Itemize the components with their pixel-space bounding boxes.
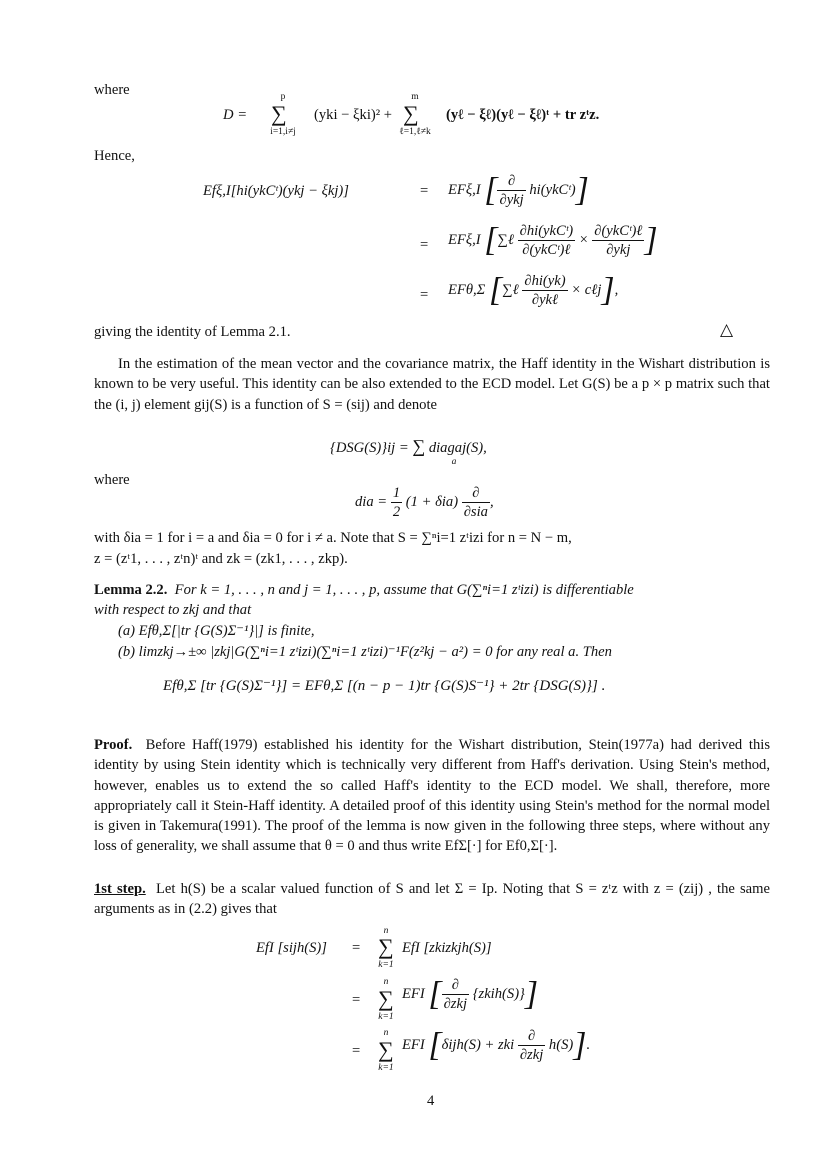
chain-r2-frac2 bbox=[592, 222, 644, 259]
step-r3-frac bbox=[518, 1027, 545, 1064]
chain-row-1 bbox=[448, 172, 589, 209]
eq-D-term2: (yℓ − ξℓ)(yℓ − ξℓ)ᵗ + tr zᵗz. bbox=[446, 107, 600, 123]
chain-r2-times: × bbox=[578, 231, 589, 248]
eq-D-lhs: D = bbox=[223, 107, 248, 123]
step-sum2-top: n bbox=[383, 977, 389, 987]
equation-dia bbox=[355, 484, 494, 521]
eq-dia-half bbox=[391, 484, 402, 521]
chain-r3-frac bbox=[522, 272, 567, 309]
chain-row-2 bbox=[448, 222, 658, 259]
chain-eq-2: = bbox=[420, 237, 429, 253]
bracket-open: [ bbox=[484, 171, 498, 209]
chain-r1-E: EFξ,I bbox=[448, 181, 481, 198]
giving-line: giving the identity of Lemma 2.1. bbox=[94, 324, 291, 340]
step-sum1-bottom: k=1 bbox=[378, 960, 394, 970]
eq-dia-end: , bbox=[489, 493, 494, 510]
bracket-close: ] bbox=[524, 975, 539, 1013]
eq-DS-rhs: diagaj(S), bbox=[428, 440, 487, 456]
eq-D-sum1-symbol: ∑ bbox=[271, 101, 287, 126]
step-sum2-symbol: ∑ bbox=[378, 986, 394, 1011]
step-row-1: EfI [zkizkjh(S)] bbox=[402, 940, 492, 956]
step-r3-tail: h(S) bbox=[548, 1036, 574, 1053]
delta-line-2: z = (zᵗ1, . . . , zᵗn)ᵗ and zk = (zk1, . . . , zkp). bbox=[94, 551, 348, 567]
where-label-2: where bbox=[94, 472, 130, 488]
eq-DS-sum-sub: a bbox=[451, 457, 457, 467]
step-sum1-symbol: ∑ bbox=[378, 934, 394, 959]
chain-row-3 bbox=[448, 272, 618, 309]
chain-r2-den2: ∂ykj bbox=[606, 242, 631, 258]
proof-label: Proof. bbox=[94, 737, 133, 753]
proof-paragraph bbox=[94, 735, 770, 857]
equation-DS bbox=[330, 436, 487, 457]
eq-dia-half-num: 1 bbox=[392, 485, 401, 501]
lemma-condition-a: (a) Efθ,Σ[|tr {G(S)Σ⁻¹}|] is finite, bbox=[118, 623, 315, 639]
chain-r3-tail: × cℓj bbox=[571, 281, 602, 298]
step-sum3-top: n bbox=[383, 1028, 389, 1038]
step-eq-1: = bbox=[352, 940, 361, 956]
bracket-close: ] bbox=[601, 271, 615, 309]
bracket-close: ] bbox=[573, 1026, 587, 1064]
chain-r1-frac bbox=[497, 172, 525, 209]
bracket-open: [ bbox=[428, 1026, 442, 1064]
step-paragraph bbox=[94, 879, 770, 920]
eq-D-sum2-bottom: ℓ=1,ℓ≠k bbox=[399, 127, 431, 137]
lemma-line-1 bbox=[94, 580, 634, 600]
bracket-close: ] bbox=[575, 171, 589, 209]
chain-r3-den: ∂ykℓ bbox=[531, 292, 559, 308]
lemma-condition-b: (b) limzkj→±∞ |zkj|G(∑ⁿi=1 zᵗizi)(∑ⁿi=1 zᵗizi)⁻¹F(z²kj − a²) = 0 for any real a. Then bbox=[118, 644, 612, 660]
step-sum3-symbol: ∑ bbox=[378, 1037, 394, 1062]
chain-eq-3: = bbox=[420, 287, 429, 303]
eq-D-sum2-symbol: ∑ bbox=[403, 101, 419, 126]
eq-DS-sum: ∑ bbox=[412, 436, 426, 456]
proof-text: Before Haff(1979) established his identity for the Wishart distribution, Stein(1977a) had derived this identity by using Stein identity which is technically very different from Haff's derivation. Using Stein's method, however, enables us to extend the so called Haff's identity to the ECD model. We shall, therefore, more appropriately call it Stein-Haff identity. A detailed proof of this identity using Stein's method for the normal model is given in Takemura(1991). The proof of the lemma is now given in the following three steps, where without any loss of generality, we shall assume that θ = 0 and thus write EfΣ[·] for Ef0,Σ[·]. bbox=[94, 737, 770, 855]
eq-dia-mid: (1 + δia) bbox=[405, 493, 459, 510]
bracket-close: ] bbox=[644, 221, 658, 259]
chain-r2-den1: ∂(ykCᵗ)ℓ bbox=[522, 242, 571, 258]
step-r2-E: EFI bbox=[402, 985, 425, 1002]
step-r3-den: ∂zkj bbox=[519, 1047, 544, 1063]
eq-dia-deriv-num: ∂ bbox=[462, 484, 490, 503]
chain-r2-E: EFξ,I bbox=[448, 231, 481, 248]
step-label: 1st step. bbox=[94, 881, 146, 897]
step-eq-2: = bbox=[352, 992, 361, 1008]
chain-r3-sum: ∑ℓ bbox=[502, 281, 519, 298]
chain-r3-end: , bbox=[614, 281, 619, 298]
eq-dia-deriv-den: ∂sia bbox=[463, 504, 488, 520]
step-text: Let h(S) be a scalar valued function of S and let Σ = Ip. Noting that S = zᵗz with z = (zij) , the same arguments as in (2.2) gives that bbox=[94, 881, 770, 918]
bracket-open: [ bbox=[428, 975, 442, 1013]
step-lhs: EfI [sijh(S)] bbox=[256, 940, 327, 956]
step-r2-den: ∂zkj bbox=[443, 996, 468, 1012]
lemma-text-2: with respect to zkj and that bbox=[94, 602, 252, 618]
delta-line-1: with δia = 1 for i = a and δia = 0 for i ≠ a. Note that S = ∑ⁿi=1 zᵗizi for n = N − m, bbox=[94, 530, 572, 546]
chain-r2-num1: ∂hi(ykCᵗ) bbox=[519, 223, 574, 239]
step-row-2 bbox=[402, 976, 538, 1013]
lemma-text-1: For k = 1, . . . , n and j = 1, . . . , p, assume that G(∑ⁿi=1 zᵗizi) is differentiable bbox=[174, 582, 634, 598]
step-sum2-bottom: k=1 bbox=[378, 1012, 394, 1022]
where-label: where bbox=[94, 82, 130, 98]
chain-r3-E: EFθ,Σ bbox=[448, 281, 486, 298]
eq-D-term1-b: ki − ξki)² + bbox=[326, 107, 393, 123]
chain-r2-sum: ∑ℓ bbox=[497, 231, 514, 248]
eq-D-sum1-bottom: i=1,i≠j bbox=[270, 127, 296, 137]
chain-eq-1: = bbox=[420, 183, 429, 199]
page-number: 4 bbox=[427, 1093, 435, 1109]
hence-label: Hence, bbox=[94, 148, 135, 164]
chain-lhs: Efξ,I[hi(ykCᵗ)(ykj − ξkj)] bbox=[203, 183, 349, 199]
step-r2-num: ∂ bbox=[442, 976, 469, 995]
eq-D-sum1-top: p bbox=[280, 92, 286, 102]
chain-r2-num2: ∂(ykCᵗ)ℓ bbox=[594, 223, 643, 239]
step-r3-num: ∂ bbox=[518, 1027, 545, 1046]
bracket-open: [ bbox=[484, 221, 498, 259]
chain-r1-den: ∂ykj bbox=[499, 192, 524, 208]
chain-r2-frac1 bbox=[518, 222, 575, 259]
paragraph-haff: In the estimation of the mean vector and the covariance matrix, the Haff identity in the Wishart distribution is known to be very useful. This identity can be also extended to the ECD model. Let G(S) be a p × p matrix such that the (i, j) element gij(S) is a function of S = (sij) and denote bbox=[94, 356, 770, 413]
step-sum1-top: n bbox=[383, 926, 389, 936]
eq-dia-lhs: dia = bbox=[355, 493, 388, 510]
bracket-open: [ bbox=[488, 271, 503, 309]
lemma-label: Lemma 2.2. bbox=[94, 582, 168, 598]
eq-dia-half-den: 2 bbox=[392, 504, 401, 520]
eq-dia-deriv bbox=[462, 484, 490, 521]
step-eq-3: = bbox=[352, 1043, 361, 1059]
step-r3-a: δijh(S) + zki bbox=[441, 1036, 515, 1053]
step-r2-tail: {zkih(S)} bbox=[472, 985, 525, 1002]
eq-D-term1-a: (y bbox=[314, 107, 327, 123]
lemma-equation: Efθ,Σ [tr {G(S)Σ⁻¹}] = EFθ,Σ [(n − p − 1)tr {G(S)S⁻¹} + 2tr {DSG(S)}] . bbox=[163, 678, 606, 694]
step-r2-frac bbox=[442, 976, 469, 1013]
step-row-3 bbox=[402, 1027, 590, 1064]
chain-r1-tail: hi(ykCᵗ) bbox=[529, 181, 576, 198]
step-r3-E: EFI bbox=[402, 1036, 425, 1053]
chain-r3-num: ∂hi(yk) bbox=[524, 273, 566, 289]
step-sum3-bottom: k=1 bbox=[378, 1063, 394, 1073]
eq-DS-lhs: {DSG(S)}ij = bbox=[330, 440, 409, 456]
qed-triangle: △ bbox=[720, 320, 734, 339]
eq-D-term1 bbox=[314, 107, 392, 124]
chain-r1-num: ∂ bbox=[497, 172, 525, 191]
step-r3-end: . bbox=[586, 1036, 591, 1053]
eq-D-sum2-top: m bbox=[411, 92, 419, 102]
